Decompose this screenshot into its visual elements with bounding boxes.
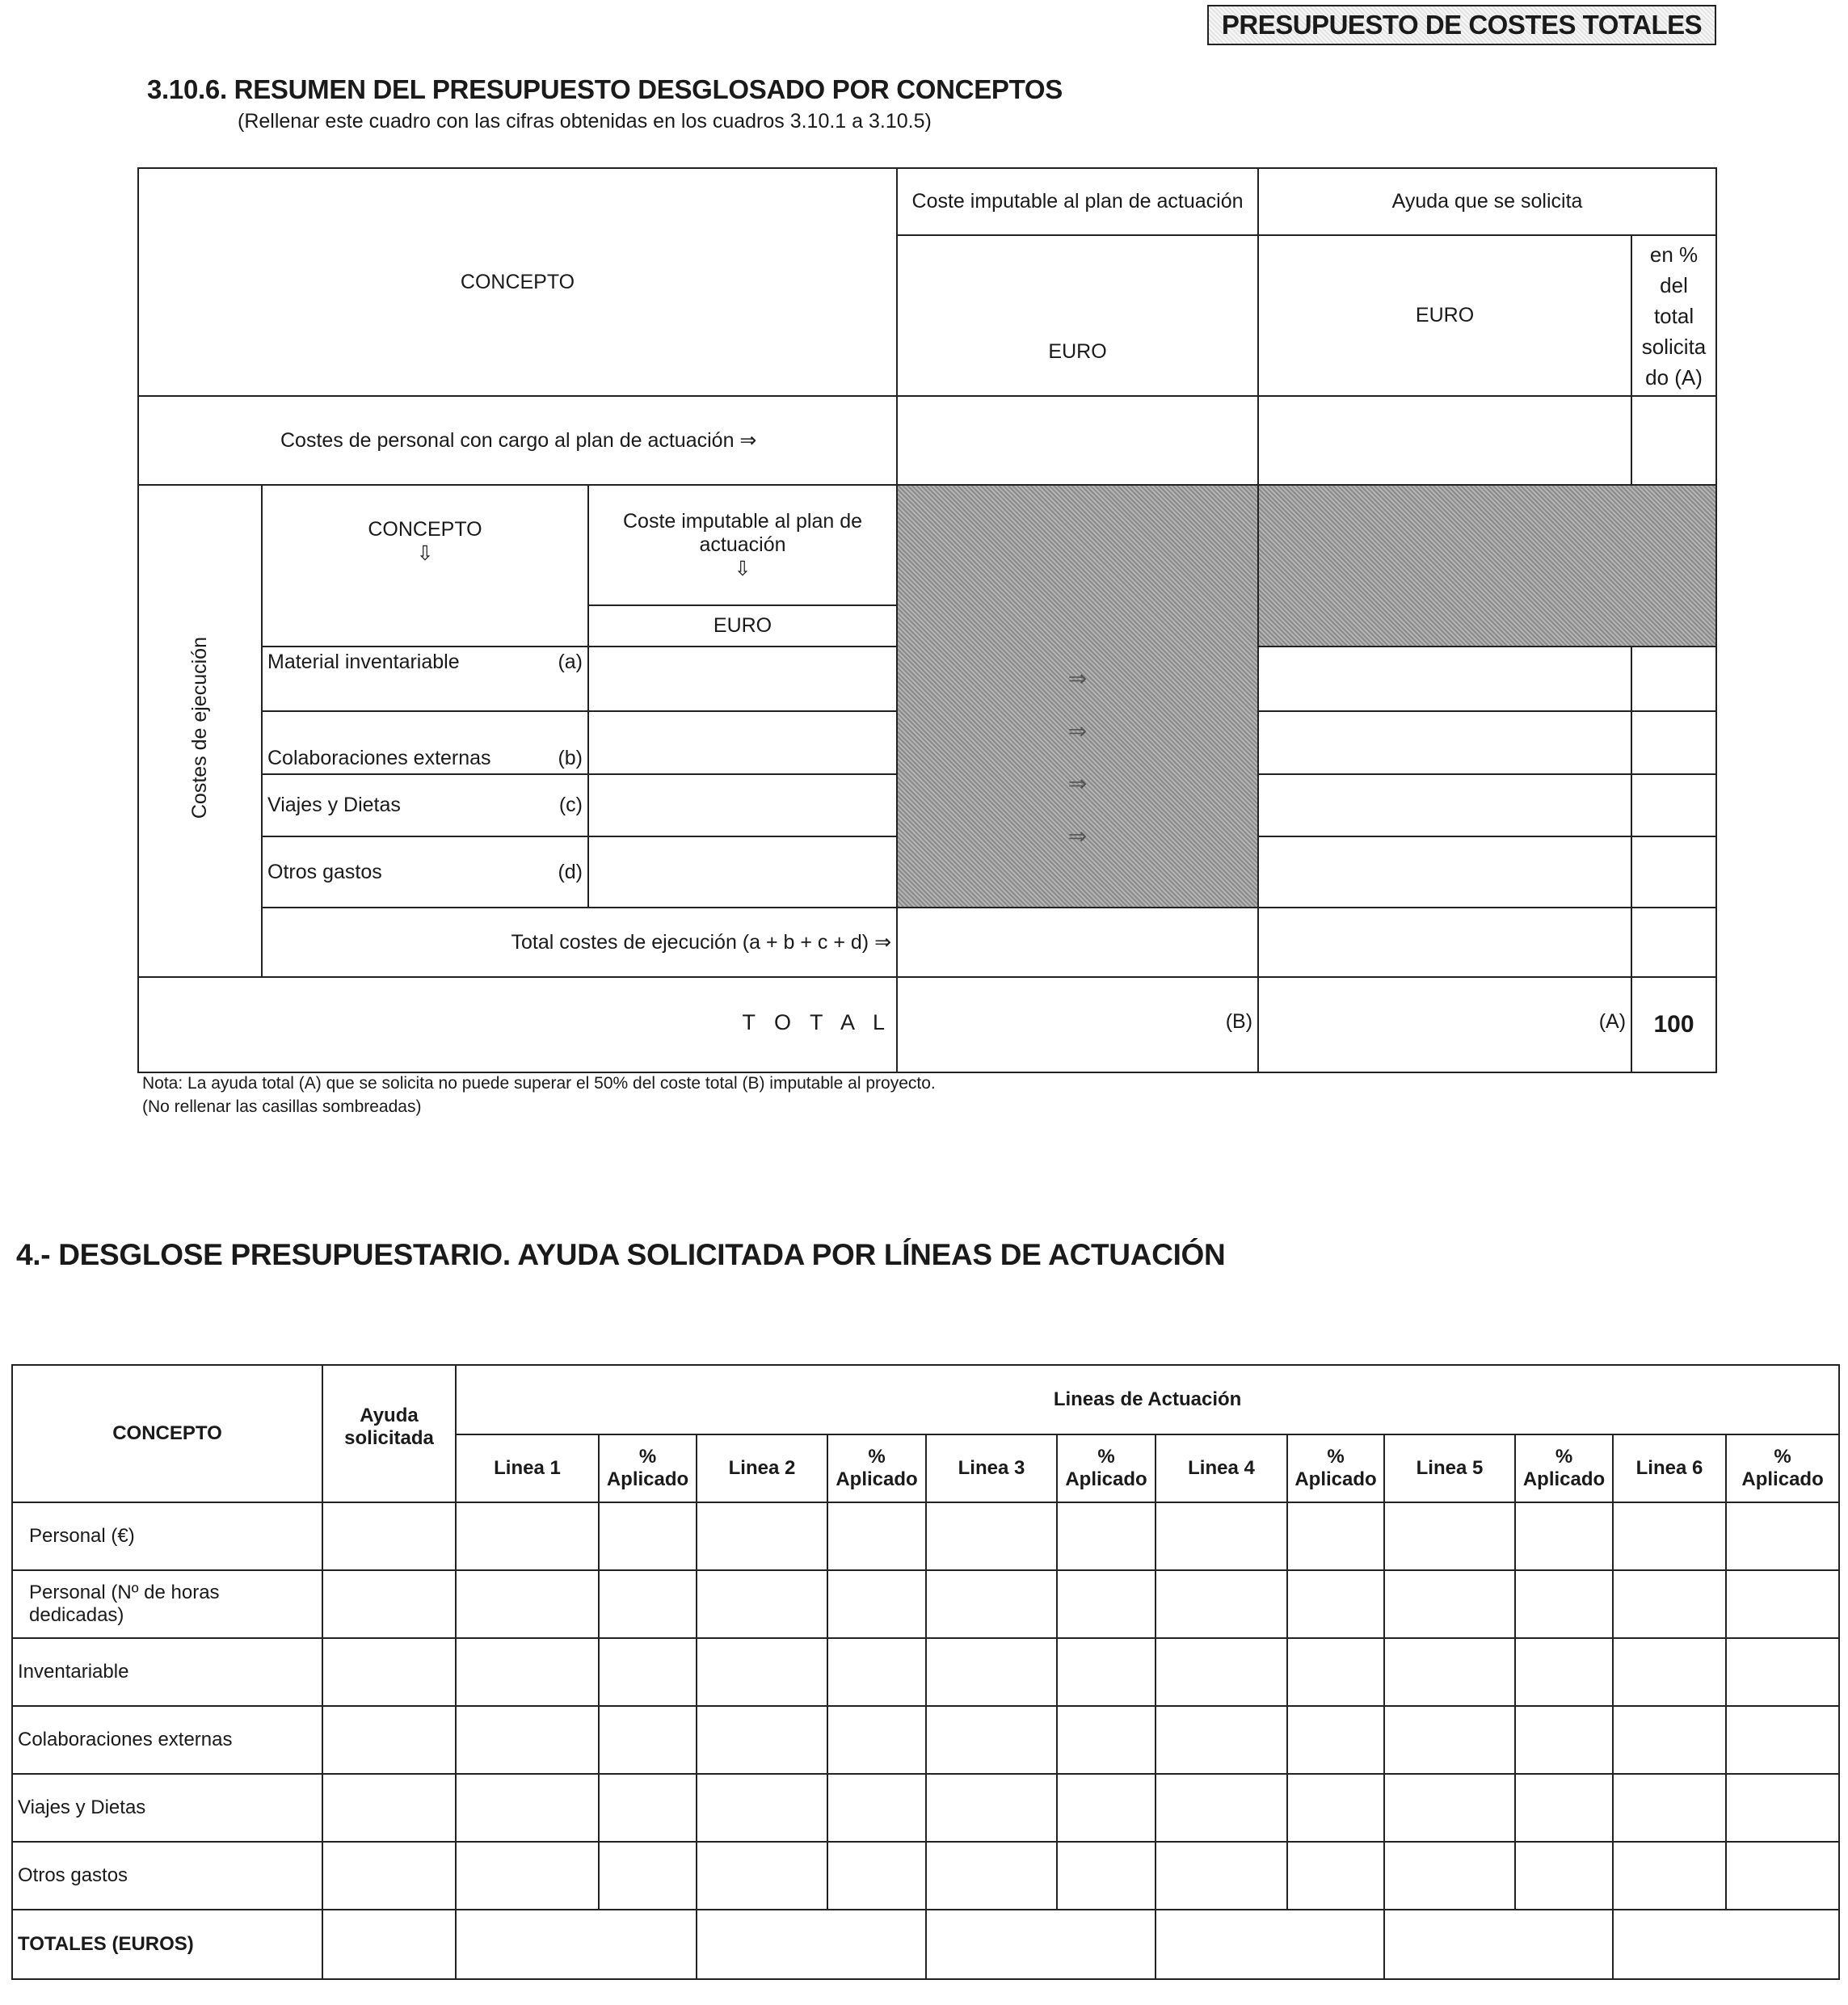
input-cell[interactable] [827, 1502, 926, 1570]
input-cell[interactable] [1287, 1502, 1384, 1570]
total-cell[interactable] [322, 1910, 456, 1979]
input-cell[interactable] [1726, 1842, 1839, 1910]
input-cell[interactable] [322, 1502, 456, 1570]
total-cell[interactable] [1613, 1910, 1839, 1979]
input-cell[interactable] [1384, 1638, 1515, 1706]
right-arrow-icon: ⇒ [1067, 665, 1088, 691]
input-cell[interactable] [697, 1706, 827, 1774]
input-cell[interactable] [1156, 1570, 1287, 1638]
input-cell[interactable] [926, 1706, 1057, 1774]
item-key: (c) [558, 794, 583, 816]
cell-personal-pct[interactable] [1631, 396, 1716, 485]
input-cell[interactable] [1613, 1706, 1726, 1774]
input-cell[interactable] [827, 1570, 926, 1638]
header-linea-3: Linea 3 [926, 1434, 1057, 1502]
cell-item-b-coste[interactable] [588, 711, 897, 774]
input-cell[interactable] [322, 1570, 456, 1638]
input-cell[interactable] [1384, 1842, 1515, 1910]
input-cell[interactable] [1613, 1774, 1726, 1842]
input-cell[interactable] [926, 1774, 1057, 1842]
input-cell[interactable] [697, 1502, 827, 1570]
total-cell[interactable] [1384, 1910, 1613, 1979]
input-cell[interactable] [1156, 1774, 1287, 1842]
input-cell[interactable] [1287, 1706, 1384, 1774]
input-cell[interactable] [456, 1570, 599, 1638]
row-label: Otros gastos [12, 1842, 322, 1910]
row-label: Personal (€) [12, 1502, 322, 1570]
cell-item-d-pct[interactable] [1631, 836, 1716, 908]
side-label: Costes de ejecución [188, 637, 211, 819]
input-cell[interactable] [1384, 1706, 1515, 1774]
input-cell[interactable] [1726, 1706, 1839, 1774]
input-cell[interactable] [1515, 1638, 1613, 1706]
item-row-d [262, 836, 588, 908]
down-arrow-icon: ⇩ [416, 542, 434, 565]
row-label: Personal (Nº de horas dedicadas) [12, 1570, 322, 1638]
input-cell[interactable] [322, 1774, 456, 1842]
input-cell[interactable] [1515, 1706, 1613, 1774]
table-row [12, 1638, 1839, 1706]
cell-item-a-pct[interactable] [1631, 647, 1716, 711]
cell-total-ejecucion-coste[interactable] [897, 908, 1258, 977]
input-cell[interactable] [697, 1570, 827, 1638]
header-ayuda-solicitada: Ayuda solicitada [322, 1365, 456, 1502]
input-cell[interactable] [1057, 1842, 1156, 1910]
total-cell[interactable] [456, 1910, 697, 1979]
input-cell[interactable] [1726, 1570, 1839, 1638]
table-row [12, 1842, 1839, 1910]
input-cell[interactable] [697, 1638, 827, 1706]
section-subtitle: (Rellenar este cuadro con las cifras obtenidas en los cuadros 3.10.1 a 3.10.5) [238, 110, 932, 133]
document-header-box: PRESUPUESTO DE COSTES TOTALES [1207, 5, 1716, 45]
input-cell[interactable] [1515, 1774, 1613, 1842]
total-ejecucion-label: Total costes de ejecución (a + b + c + d) ⇒ [262, 908, 897, 977]
cell-item-b-ayuda[interactable] [1258, 711, 1631, 774]
cell-personal-coste[interactable] [897, 396, 1258, 485]
input-cell[interactable] [926, 1570, 1057, 1638]
input-cell[interactable] [599, 1774, 697, 1842]
header-pct-aplicado: % Aplicado [1515, 1434, 1613, 1502]
note-line-2: (No rellenar las casillas sombreadas) [142, 1097, 422, 1116]
item-label: Colaboraciones externas [267, 747, 491, 769]
row-label: Viajes y Dietas [12, 1774, 322, 1842]
header-euro-coste [897, 235, 1258, 396]
right-arrow-icon: ⇒ [1067, 823, 1088, 849]
header-linea-6: Linea 6 [1613, 1434, 1726, 1502]
total-pct: 100 [1631, 977, 1716, 1072]
header-linea-1: Linea 1 [456, 1434, 599, 1502]
header-euro-ayuda: EURO [1258, 235, 1631, 396]
header-linea-2: Linea 2 [697, 1434, 827, 1502]
section-title-4: 4.- DESGLOSE PRESUPUESTARIO. AYUDA SOLICITADA POR LÍNEAS DE ACTUACIÓN [16, 1238, 1226, 1271]
input-cell[interactable] [1156, 1502, 1287, 1570]
input-cell[interactable] [456, 1774, 599, 1842]
total-label: T O T A L [138, 977, 897, 1072]
euro-label: EURO [1048, 340, 1107, 363]
input-cell[interactable] [1287, 1570, 1384, 1638]
input-cell[interactable] [456, 1842, 599, 1910]
cell-item-a-ayuda[interactable] [1258, 647, 1631, 711]
shaded-coste-column [897, 485, 1258, 908]
input-cell[interactable] [1057, 1638, 1156, 1706]
input-cell[interactable] [599, 1842, 697, 1910]
totals-label: TOTALES (EUROS) [12, 1910, 322, 1979]
input-cell[interactable] [827, 1842, 926, 1910]
input-cell[interactable] [322, 1638, 456, 1706]
inner-coste-box [589, 486, 896, 606]
right-arrow-icon: ⇒ [1067, 718, 1088, 743]
cell-item-d-ayuda[interactable] [1258, 836, 1631, 908]
header-pct: en % del total solicita do (A) [1631, 235, 1716, 396]
input-cell[interactable] [1057, 1502, 1156, 1570]
header-coste-imputable: Coste imputable al plan de actuación [897, 168, 1258, 235]
input-cell[interactable] [1384, 1570, 1515, 1638]
input-cell[interactable] [1156, 1706, 1287, 1774]
header-linea-4: Linea 4 [1156, 1434, 1287, 1502]
input-cell[interactable] [322, 1842, 456, 1910]
input-cell[interactable] [1287, 1638, 1384, 1706]
item-label: Viajes y Dietas [267, 794, 401, 816]
input-cell[interactable] [1613, 1842, 1726, 1910]
header-lineas-actuacion: Lineas de Actuación [456, 1365, 1839, 1434]
input-cell[interactable] [599, 1502, 697, 1570]
header-pct-aplicado: % Aplicado [1057, 1434, 1156, 1502]
item-label: Otros gastos [267, 860, 382, 883]
input-cell[interactable] [1613, 1502, 1726, 1570]
inner-header-concepto [262, 485, 588, 647]
table-row [12, 1570, 1839, 1638]
input-cell[interactable] [697, 1842, 827, 1910]
item-row-c [262, 774, 588, 836]
input-cell[interactable] [1726, 1502, 1839, 1570]
header-linea-5: Linea 5 [1384, 1434, 1515, 1502]
cell-item-c-ayuda[interactable] [1258, 774, 1631, 836]
cell-personal-ayuda[interactable] [1258, 396, 1631, 485]
side-label-cell [138, 485, 262, 977]
shaded-ayuda-header [1258, 485, 1716, 647]
input-cell[interactable] [1384, 1774, 1515, 1842]
section-title-3-10-6: 3.10.6. RESUMEN DEL PRESUPUESTO DESGLOSADO POR CONCEPTOS [147, 74, 1063, 104]
header-pct-aplicado: % Aplicado [1726, 1434, 1839, 1502]
summary-budget-table [137, 167, 1717, 1073]
header-concepto: CONCEPTO [138, 168, 897, 396]
cell-item-c-pct[interactable] [1631, 774, 1716, 836]
input-cell[interactable] [1384, 1502, 1515, 1570]
table-row [12, 1774, 1839, 1842]
input-cell[interactable] [1057, 1570, 1156, 1638]
item-key: (a) [558, 651, 583, 673]
input-cell[interactable] [1613, 1638, 1726, 1706]
row-label: Inventariable [12, 1638, 322, 1706]
cell-item-c-coste[interactable] [588, 774, 897, 836]
note-line-1: Nota: La ayuda total (A) que se solicita no puede superar el 50% del coste total (B) imputable al proyecto. [142, 1074, 936, 1093]
input-cell[interactable] [827, 1706, 926, 1774]
input-cell[interactable] [926, 1502, 1057, 1570]
cell-total-ejecucion-pct[interactable] [1631, 908, 1716, 977]
inner-coste-label: Coste imputable al plan de actuación [623, 509, 863, 556]
item-key: (d) [558, 860, 583, 883]
input-cell[interactable] [1515, 1570, 1613, 1638]
input-cell[interactable] [599, 1570, 697, 1638]
inner-euro-label: EURO [713, 614, 772, 637]
input-cell[interactable] [1287, 1842, 1384, 1910]
input-cell[interactable] [599, 1638, 697, 1706]
total-b[interactable]: (B) [897, 977, 1258, 1072]
input-cell[interactable] [1287, 1774, 1384, 1842]
input-cell[interactable] [456, 1502, 599, 1570]
input-cell[interactable] [1156, 1638, 1287, 1706]
input-cell[interactable] [1515, 1842, 1613, 1910]
cell-item-a-coste[interactable] [588, 647, 897, 711]
input-cell[interactable] [322, 1706, 456, 1774]
header-pct-aplicado: % Aplicado [599, 1434, 697, 1502]
item-row-a [262, 647, 588, 711]
inner-concepto-label: CONCEPTO [368, 518, 482, 541]
input-cell[interactable] [456, 1638, 599, 1706]
input-cell[interactable] [1057, 1706, 1156, 1774]
input-cell[interactable] [926, 1638, 1057, 1706]
input-cell[interactable] [1515, 1502, 1613, 1570]
input-cell[interactable] [1057, 1774, 1156, 1842]
right-arrow-icon: ⇒ [1067, 770, 1088, 796]
lines-breakdown-table [11, 1364, 1840, 1980]
table-row [12, 1502, 1839, 1570]
total-a[interactable]: (A) [1258, 977, 1631, 1072]
input-cell[interactable] [697, 1774, 827, 1842]
total-cell[interactable] [697, 1910, 926, 1979]
item-row-b [262, 711, 588, 774]
inner-header-coste [588, 485, 897, 647]
input-cell[interactable] [456, 1706, 599, 1774]
totals-row [12, 1910, 1839, 1979]
input-cell[interactable] [1156, 1842, 1287, 1910]
item-key: (b) [558, 747, 583, 769]
cell-total-ejecucion-ayuda[interactable] [1258, 908, 1631, 977]
input-cell[interactable] [926, 1842, 1057, 1910]
table-row [12, 1706, 1839, 1774]
header-ayuda: Ayuda que se solicita [1258, 168, 1716, 235]
cell-item-b-pct[interactable] [1631, 711, 1716, 774]
row-label: Colaboraciones externas [12, 1706, 322, 1774]
row-personal-label: Costes de personal con cargo al plan de actuación ⇒ [138, 396, 897, 485]
down-arrow-icon: ⇩ [734, 557, 751, 580]
total-cell[interactable] [1156, 1910, 1384, 1979]
input-cell[interactable] [827, 1638, 926, 1706]
input-cell[interactable] [1613, 1570, 1726, 1638]
header-pct-aplicado: % Aplicado [827, 1434, 926, 1502]
item-label: Material inventariable [267, 651, 460, 673]
input-cell[interactable] [1726, 1638, 1839, 1706]
total-cell[interactable] [926, 1910, 1156, 1979]
cell-item-d-coste[interactable] [588, 836, 897, 908]
input-cell[interactable] [1726, 1774, 1839, 1842]
input-cell[interactable] [599, 1706, 697, 1774]
header-concepto: CONCEPTO [12, 1365, 322, 1502]
input-cell[interactable] [827, 1774, 926, 1842]
header-pct-aplicado: % Aplicado [1287, 1434, 1384, 1502]
